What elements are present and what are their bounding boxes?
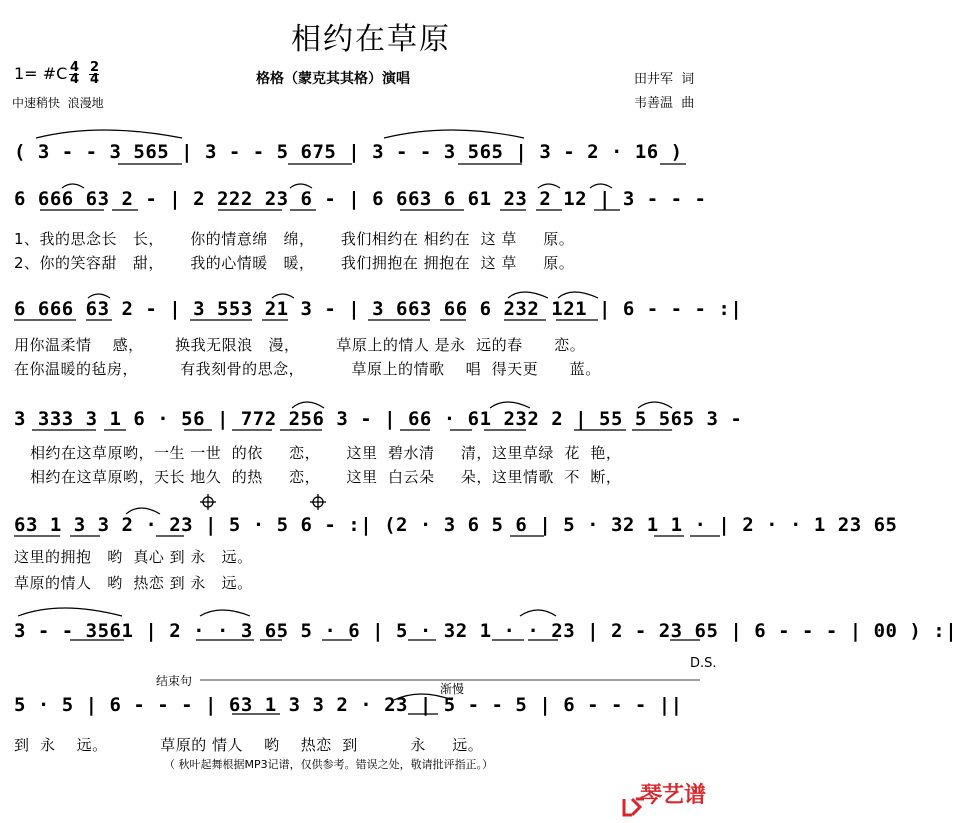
ending-label: 结束句 xyxy=(156,674,193,688)
time-signature-a: 4 4 xyxy=(70,60,80,87)
footnote: （ 秋叶起舞根据MP3记谱，仅供参考。错误之处，敬请批评指正。） xyxy=(164,758,494,771)
composer: 韦善温 曲 xyxy=(634,96,695,111)
lyricist: 田井军 词 xyxy=(634,72,695,87)
lyric-verse-1: 1、我的思念长 长， 你的情意绵 绵， 我们相约在 相约在 这 草 原。 xyxy=(14,230,575,248)
score-row-1: ( 3 - - 3 565 | 3 - - 5 675 | 3 - - 3 565 | 3 - 2 · 16 ) xyxy=(14,141,683,163)
performer: 格格（蒙克其其格）演唱 xyxy=(256,71,410,87)
score-row-3: 6 666 63 2 - | 3 553 21 3 - | 3 663 66 6 232 121 | 6 - - - :| xyxy=(14,298,743,320)
score-row-7: 5 · 5 | 6 - - - | 63 1 3 3 2 · 23 | 5 - - 5 | 6 - - - || xyxy=(14,694,683,716)
time-signature-b: 2 4 xyxy=(90,60,100,87)
lyric-row-4-verse-2: 相约在这草原哟，天长 地久 的热 恋， 这里 白云朵 朵，这里情歌 不 断， xyxy=(30,468,622,486)
lyric-ending: 到 永 远。 草原的 情人 哟 热恋 到 永 远。 xyxy=(14,736,484,754)
page-title: 相约在草原 xyxy=(291,22,451,57)
lyric-row-5-verse-2: 草原的情人 哟 热恋 到 永 远。 xyxy=(14,574,253,592)
score-row-4: 3 333 3 1 6 · 56 | 772 256 3 - | 66 · 61 232 2 | 55 5 565 3 - xyxy=(14,408,743,430)
lyric-row-3-verse-1: 用你温柔情 感， 换我无限浪 漫， 草原上的情人 是永 远的春 恋。 xyxy=(14,336,586,354)
lyric-verse-2: 2、你的笑容甜 甜， 我的心情暖 暖， 我们拥抱在 拥抱在 这 草 原。 xyxy=(14,254,575,272)
ritardando-label: 渐慢 xyxy=(440,682,465,696)
lyric-row-3-verse-2: 在你温暖的毡房， 有我刻骨的思念， 草原上的情歌 唱 得天更 蓝。 xyxy=(14,360,601,378)
score-row-2: 6 666 63 2 - | 2 222 23 6 - | 6 663 6 61 23 2 12 | 3 - - - xyxy=(14,188,707,210)
score-row-6: 3 - - 3561 | 2 · · 3 65 5 · 6 | 5 · 32 1 · · 23 | 2 - 23 65 | 6 - - - | 00 ) :| xyxy=(14,620,957,642)
key-signature: 1= #C xyxy=(14,64,68,83)
tempo-marking: 中速稍快 浪漫地 xyxy=(12,96,104,110)
lyric-row-5-verse-1: 这里的拥抱 哟 真心 到 永 远。 xyxy=(14,548,253,566)
ds-marking: D.S. xyxy=(690,656,717,671)
lyric-row-4-verse-1: 相约在这草原哟，一生 一世 的依 恋， 这里 碧水清 清，这里草绿 花 艳， xyxy=(30,444,622,462)
logo-icon xyxy=(610,776,636,800)
logo-text: 琴艺谱 xyxy=(640,783,707,808)
score-row-5: 63 1 3 3 2 · 23 | 5 · 5 6 - :| (2 · 3 6 5 6 | 5 · 32 1 1 · | 2 · · 1 23 65 xyxy=(14,514,898,536)
